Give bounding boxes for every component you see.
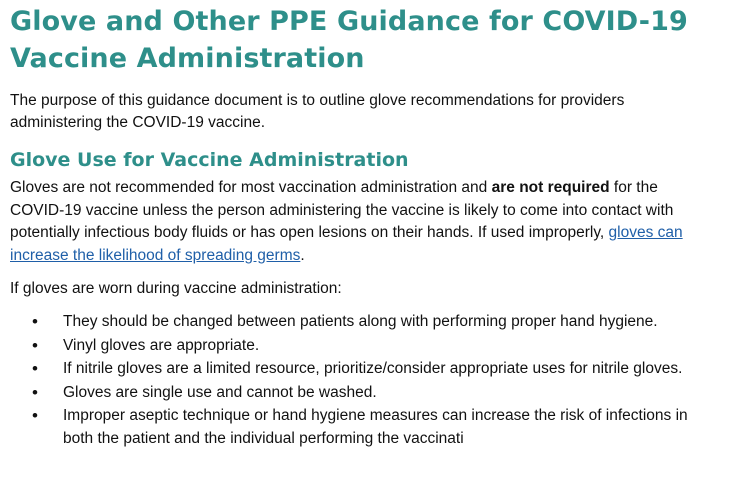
list-item: • If nitrile gloves are a limited resource, prioritize/consider appropriate uses for nitrile gloves. [10, 358, 712, 381]
list-item: • Improper aseptic technique or hand hygiene measures can increase the risk of infections in both the patient and the individual performing the vaccinati [10, 405, 712, 450]
intro-paragraph: The purpose of this guidance document is to outline glove recommendations for providers administering the COVID-19 vaccine. [10, 92, 625, 131]
para-text-end: for the COVID-19 vaccine unless the person administering the vaccine is likely to come into contact with potentially infectious body fluids or has open lesions on their hands. If used improperly, [10, 179, 674, 241]
para-text-start: Gloves are not recommended for most vaccination administration and [10, 179, 492, 196]
glove-use-paragraph [10, 177, 712, 267]
list-item: • They should be changed between patients along with performing proper hand hygiene. [10, 311, 712, 334]
para-text-tail: . [300, 246, 305, 264]
list-item: • Vinyl gloves are appropriate. [10, 335, 712, 358]
para-bold-text: are not required [491, 179, 610, 196]
section-heading: Glove Use for Vaccine Administration [10, 149, 409, 171]
bullets-lead-in: If gloves are worn during vaccine administration: [10, 280, 342, 297]
list-item: • Gloves are single use and cannot be washed. [10, 382, 712, 405]
glove-bullet-list [10, 311, 712, 450]
title-line-1: Glove and Other PPE Guidance for COVID-19 [10, 6, 688, 37]
document-title [10, 3, 712, 77]
title-line-2: Vaccine Administration [10, 43, 365, 74]
scan-fade [520, 466, 610, 484]
spreading-germs-link[interactable]: gloves can increase the likelihood of spreading germs [10, 224, 683, 264]
